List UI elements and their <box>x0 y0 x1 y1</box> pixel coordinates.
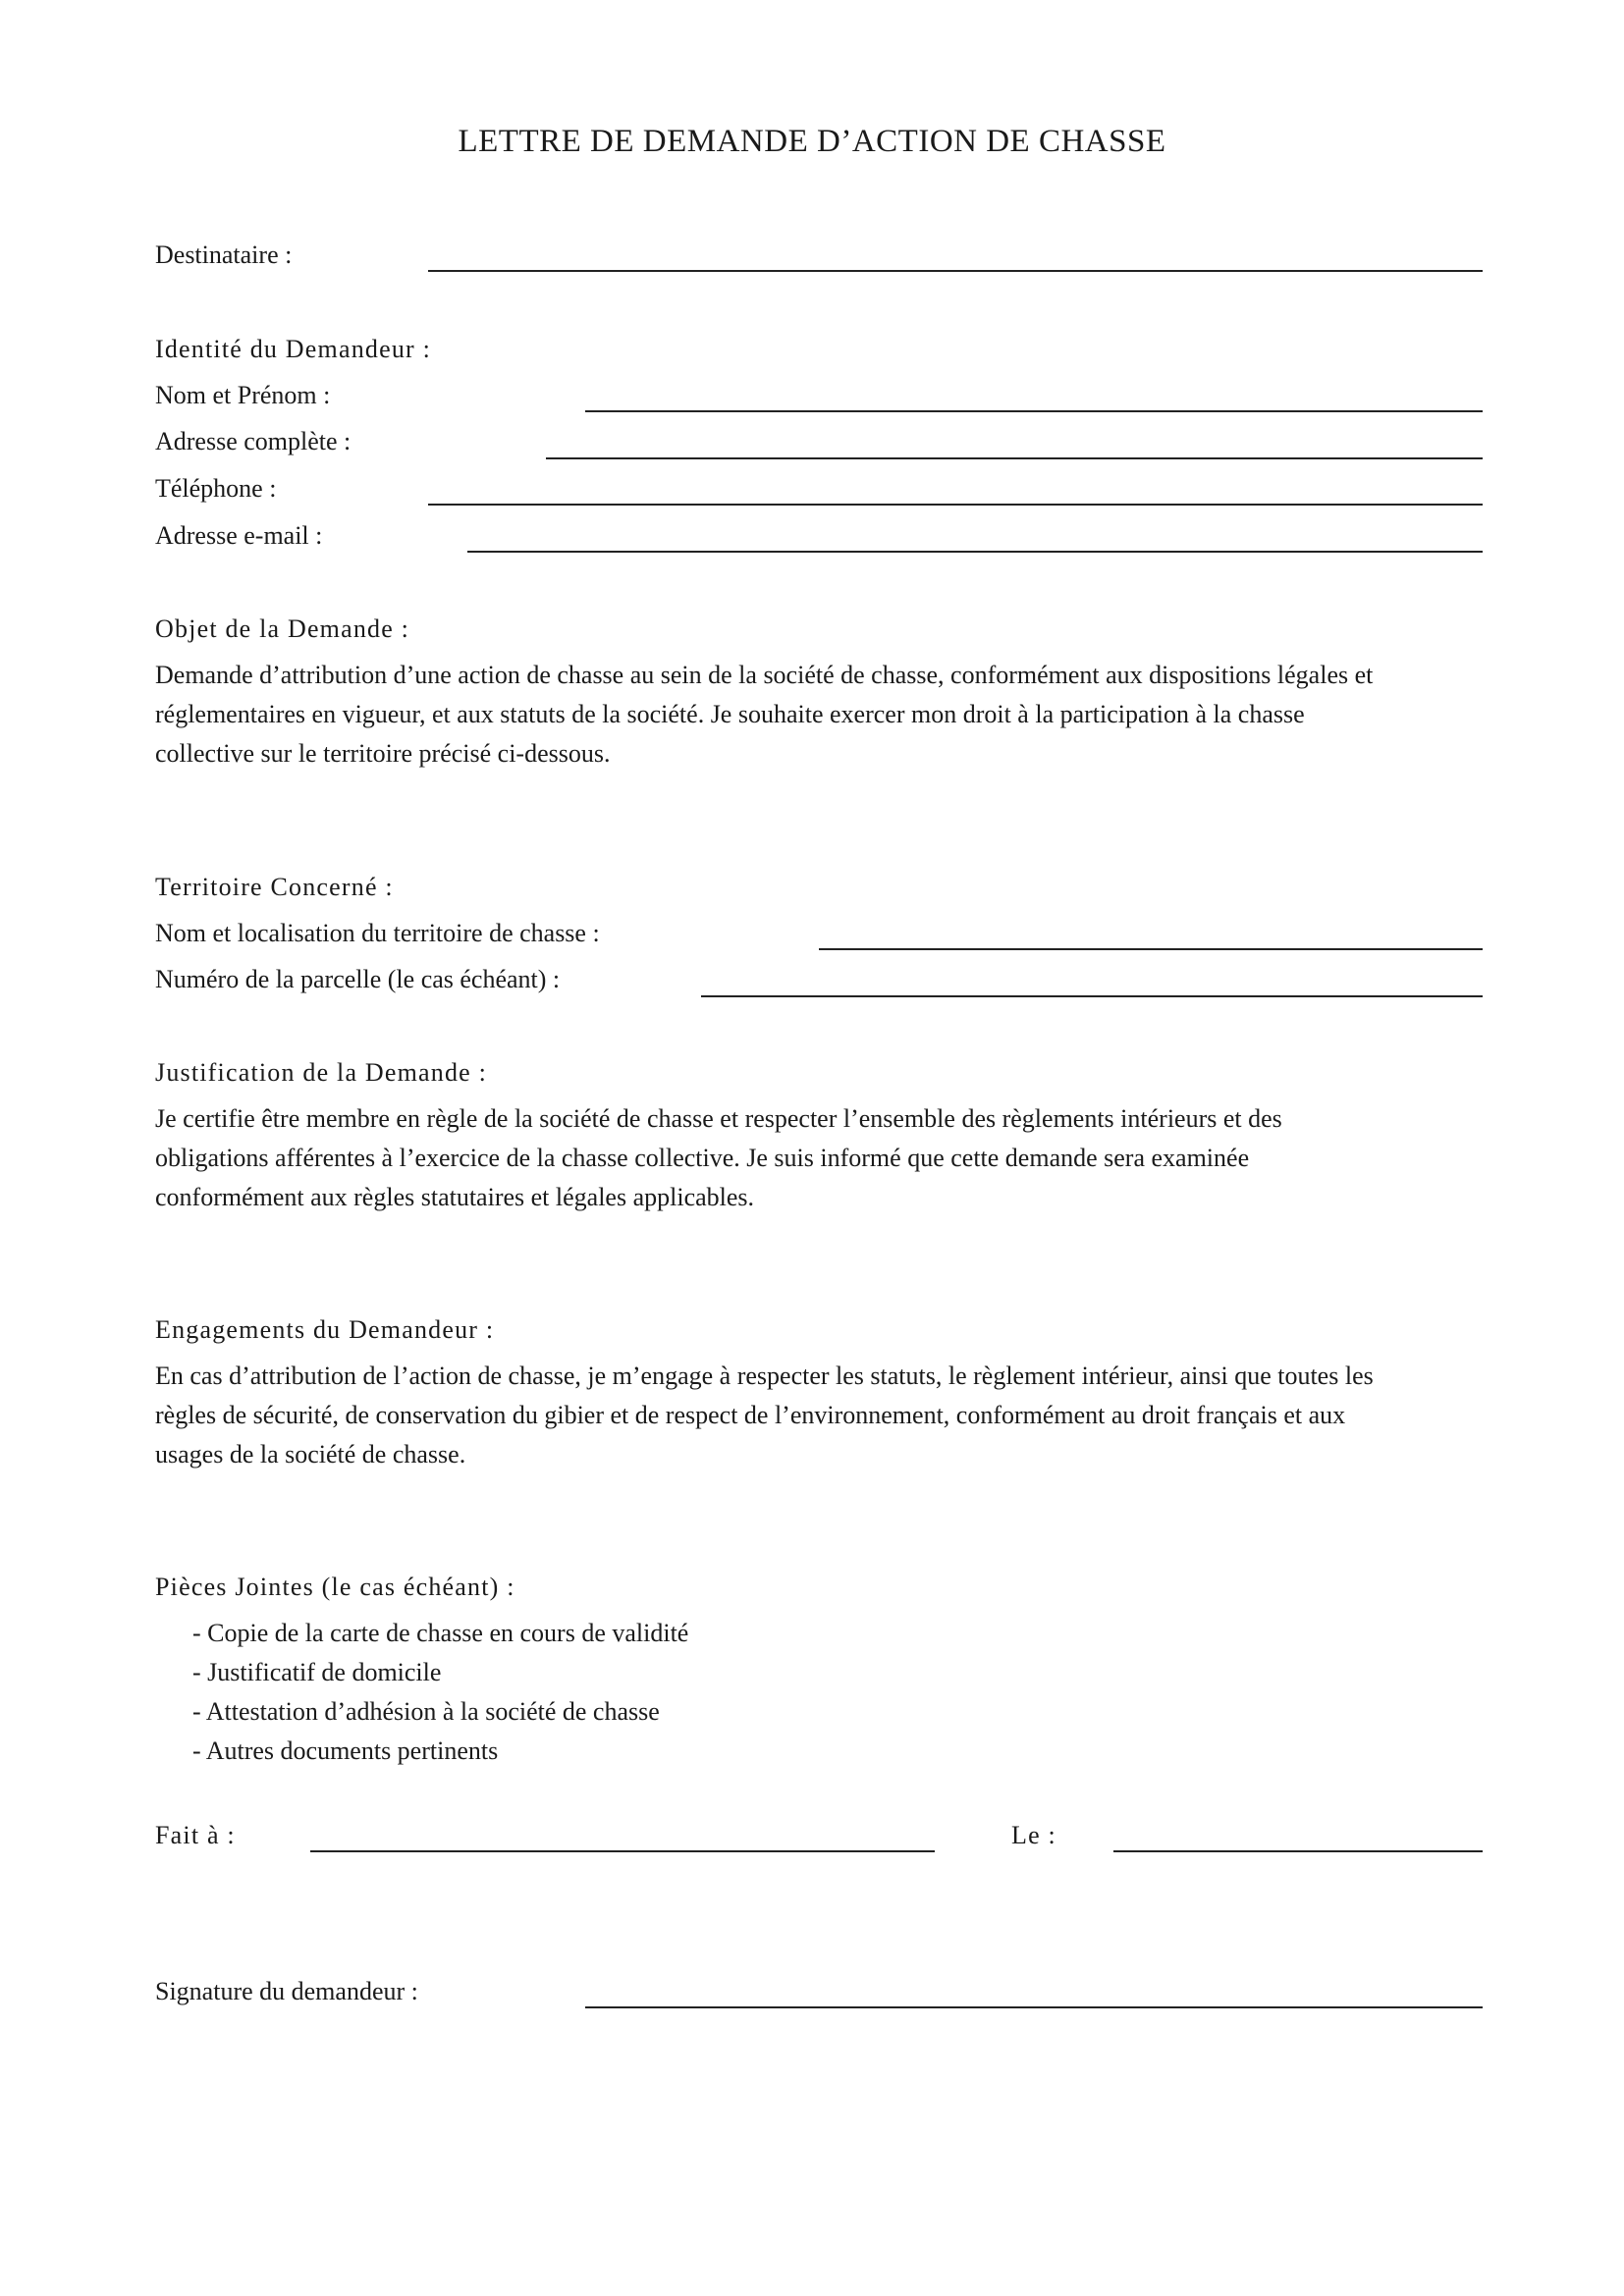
recipient-label: Destinataire : <box>155 240 293 269</box>
place-field-line[interactable] <box>310 1850 935 1852</box>
document-title: LETTRE DE DEMANDE D’ACTION DE CHASSE <box>458 124 1166 159</box>
attachments-heading: Pièces Jointes (le cas échéant) : <box>155 1573 515 1601</box>
identity-heading: Identité du Demandeur : <box>155 335 432 363</box>
phone-field-line[interactable] <box>428 504 1483 506</box>
commitments-heading: Engagements du Demandeur : <box>155 1315 495 1344</box>
justification-heading: Justification de la Demande : <box>155 1058 488 1087</box>
address-field-line[interactable] <box>546 457 1483 459</box>
date-label: Le : <box>1011 1821 1056 1849</box>
object-line: réglementaires en vigueur, et aux statuts de la société. Je souhaite exercer mon droit à la participation à la chasse <box>155 700 1305 728</box>
commitments-line: En cas d’attribution de l’action de chasse, je m’engage à respecter les statuts, le règlement intérieur, ainsi que toutes les <box>155 1362 1374 1390</box>
justification-line: conformément aux règles statutaires et légales applicables. <box>155 1183 755 1211</box>
name-field-line[interactable] <box>585 410 1483 412</box>
attachment-item: - Autres documents pertinents <box>192 1736 499 1765</box>
object-paragraph <box>155 656 1483 774</box>
justification-paragraph <box>155 1099 1483 1217</box>
attachment-item: - Justificatif de domicile <box>192 1658 442 1686</box>
attachment-item: - Attestation d’adhésion à la société de chasse <box>192 1697 660 1726</box>
object-line: collective sur le territoire précisé ci-dessous. <box>155 739 611 768</box>
attachment-item: - Copie de la carte de chasse en cours de validité <box>192 1619 689 1647</box>
object-line: Demande d’attribution d’une action de chasse au sein de la société de chasse, conformément aux dispositions légales et <box>155 661 1374 689</box>
date-field-line[interactable] <box>1113 1850 1483 1852</box>
parcel-number-field-line[interactable] <box>701 995 1483 997</box>
commitments-line: règles de sécurité, de conservation du gibier et de respect de l’environnement, conformément au droit français et aux <box>155 1401 1346 1429</box>
justification-line: obligations afférentes à l’exercice de la chasse collective. Je suis informé que cette demande sera examinée <box>155 1144 1250 1172</box>
email-field-line[interactable] <box>467 551 1483 553</box>
commitments-paragraph <box>155 1357 1483 1474</box>
territory-name-field-line[interactable] <box>819 948 1483 950</box>
address-label: Adresse complète : <box>155 427 352 455</box>
recipient-field-line[interactable] <box>428 270 1483 272</box>
territory-name-label: Nom et localisation du territoire de chasse : <box>155 919 600 947</box>
commitments-line: usages de la société de chasse. <box>155 1440 466 1468</box>
phone-label: Téléphone : <box>155 474 277 503</box>
signature-field-line[interactable] <box>585 2006 1483 2008</box>
signature-label: Signature du demandeur : <box>155 1977 418 2005</box>
object-heading: Objet de la Demande : <box>155 614 410 643</box>
place-label: Fait à : <box>155 1821 236 1849</box>
name-label: Nom et Prénom : <box>155 381 331 409</box>
parcel-number-label: Numéro de la parcelle (le cas échéant) : <box>155 965 561 993</box>
territory-heading: Territoire Concerné : <box>155 873 394 901</box>
email-label: Adresse e-mail : <box>155 521 323 550</box>
justification-line: Je certifie être membre en règle de la société de chasse et respecter l’ensemble des règlements intérieurs et des <box>155 1104 1282 1133</box>
